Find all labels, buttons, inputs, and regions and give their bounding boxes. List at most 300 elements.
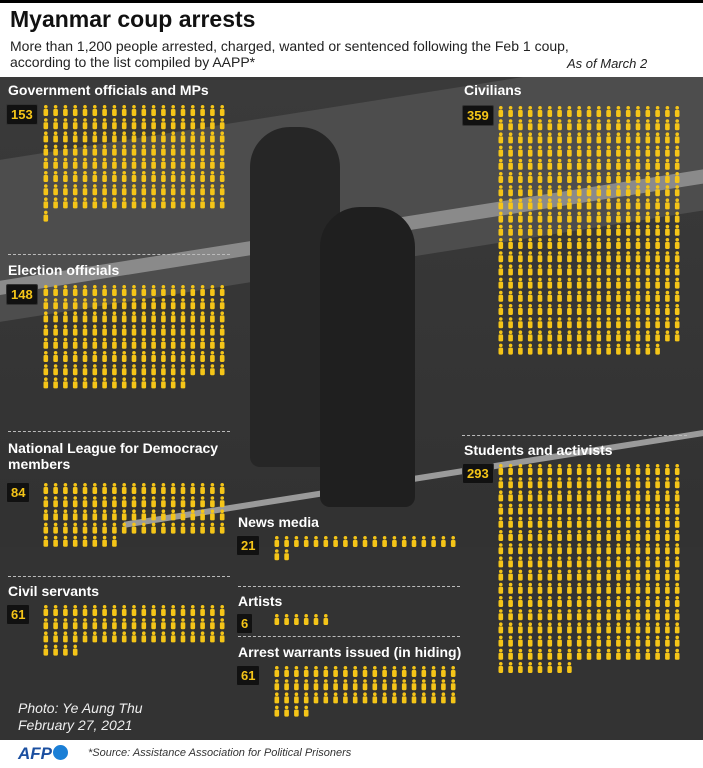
person-mark (567, 291, 572, 302)
person-mark (528, 662, 533, 673)
person-mark (567, 119, 572, 130)
separator (8, 254, 230, 255)
person-mark (557, 543, 562, 554)
person-mark (577, 636, 582, 647)
person-mark (181, 496, 186, 507)
pictogram-election (42, 284, 232, 429)
person-mark (518, 264, 523, 275)
person-mark (518, 185, 523, 196)
person-mark (548, 251, 553, 262)
person-mark (675, 146, 680, 157)
person-mark (93, 158, 98, 169)
person-mark (538, 146, 543, 157)
person-mark (557, 238, 562, 249)
person-mark (518, 212, 523, 223)
person-mark (528, 636, 533, 647)
person-mark (567, 264, 572, 275)
person-mark (508, 172, 513, 183)
person-mark (102, 131, 107, 142)
person-mark (142, 509, 147, 520)
person-mark (102, 509, 107, 520)
person-mark (528, 622, 533, 633)
person-mark (646, 636, 651, 647)
person-mark (122, 509, 127, 520)
person-mark (548, 556, 553, 567)
person-mark (112, 536, 117, 547)
person-mark (548, 119, 553, 130)
person-mark (597, 504, 602, 515)
person-mark (499, 570, 504, 581)
person-mark (220, 171, 225, 182)
person-mark (275, 614, 280, 625)
person-mark (220, 496, 225, 507)
person-mark (616, 556, 621, 567)
person-mark (151, 197, 156, 208)
person-mark (63, 645, 68, 656)
person-mark (161, 158, 166, 169)
person-mark (538, 132, 543, 143)
person-mark (294, 614, 299, 625)
person-mark (191, 351, 196, 362)
person-mark (528, 278, 533, 289)
person-mark (171, 197, 176, 208)
person-mark (548, 172, 553, 183)
person-mark (161, 311, 166, 322)
person-mark (606, 106, 611, 117)
person-mark (655, 159, 660, 170)
person-mark (675, 106, 680, 117)
person-mark (373, 536, 378, 547)
person-mark (655, 609, 660, 620)
person-mark (606, 622, 611, 633)
person-mark (171, 523, 176, 534)
person-mark (616, 649, 621, 660)
person-mark (538, 317, 543, 328)
person-mark (171, 377, 176, 388)
person-mark (44, 105, 49, 116)
person-mark (665, 477, 670, 488)
person-mark (181, 197, 186, 208)
person-mark (528, 238, 533, 249)
person-mark (675, 543, 680, 554)
person-mark (171, 483, 176, 494)
person-mark (499, 477, 504, 488)
person-mark (53, 105, 58, 116)
person-mark (577, 583, 582, 594)
person-mark (636, 490, 641, 501)
person-mark (161, 298, 166, 309)
person-mark (181, 351, 186, 362)
person-mark (626, 517, 631, 528)
person-mark (73, 325, 78, 336)
person-mark (606, 330, 611, 341)
person-mark (333, 692, 338, 703)
person-mark (528, 570, 533, 581)
person-mark (597, 530, 602, 541)
person-mark (53, 285, 58, 296)
person-mark (200, 171, 205, 182)
person-mark (646, 172, 651, 183)
category-label-civil-servants: Civil servants (8, 583, 100, 599)
person-mark (499, 172, 504, 183)
pictogram-news-media (273, 535, 463, 571)
person-mark (171, 631, 176, 642)
person-mark (122, 145, 127, 156)
person-mark (499, 504, 504, 515)
count-badge-civilians: 359 (462, 105, 494, 126)
person-mark (499, 251, 504, 262)
person-mark (102, 605, 107, 616)
person-mark (353, 679, 358, 690)
person-mark (606, 490, 611, 501)
person-mark (626, 330, 631, 341)
person-mark (132, 351, 137, 362)
person-mark (499, 278, 504, 289)
person-mark (102, 158, 107, 169)
person-mark (161, 351, 166, 362)
person-mark (587, 238, 592, 249)
person-mark (577, 278, 582, 289)
person-mark (646, 132, 651, 143)
person-mark (597, 570, 602, 581)
person-mark (587, 596, 592, 607)
person-mark (538, 106, 543, 117)
person-mark (655, 225, 660, 236)
person-mark (567, 185, 572, 196)
person-mark (518, 344, 523, 355)
person-mark (636, 291, 641, 302)
person-mark (557, 172, 562, 183)
person-mark (151, 618, 156, 629)
person-mark (606, 477, 611, 488)
person-mark (518, 278, 523, 289)
person-mark (220, 338, 225, 349)
person-mark (63, 364, 68, 375)
person-mark (304, 666, 309, 677)
person-mark (567, 504, 572, 515)
person-mark (422, 692, 427, 703)
person-mark (161, 145, 166, 156)
person-mark (557, 251, 562, 262)
person-mark (626, 622, 631, 633)
subtitle: More than 1,200 people arrested, charged, wanted or sentenced following the Feb 1 coup, according to the list compiled by AAPP* (10, 38, 569, 70)
person-mark (122, 338, 127, 349)
count-badge-election: 148 (6, 284, 38, 305)
person-mark (102, 523, 107, 534)
person-mark (616, 609, 621, 620)
person-mark (577, 570, 582, 581)
person-mark (557, 146, 562, 157)
person-mark (220, 197, 225, 208)
person-mark (220, 631, 225, 642)
person-mark (200, 197, 205, 208)
person-mark (548, 238, 553, 249)
person-mark (93, 171, 98, 182)
person-mark (499, 212, 504, 223)
person-mark (508, 662, 513, 673)
person-mark (161, 631, 166, 642)
person-mark (508, 583, 513, 594)
person-mark (210, 171, 215, 182)
person-mark (53, 536, 58, 547)
person-mark (44, 171, 49, 182)
person-mark (53, 509, 58, 520)
person-mark (665, 198, 670, 209)
person-mark (142, 118, 147, 129)
person-mark (132, 105, 137, 116)
photo-credit-date: February 27, 2021 (18, 717, 133, 733)
person-mark (44, 364, 49, 375)
person-mark (646, 251, 651, 262)
person-mark (636, 596, 641, 607)
person-mark (392, 536, 397, 547)
person-mark (646, 517, 651, 528)
person-mark (151, 145, 156, 156)
person-mark (191, 483, 196, 494)
person-mark (181, 523, 186, 534)
person-mark (132, 158, 137, 169)
person-mark (83, 509, 88, 520)
person-mark (210, 145, 215, 156)
person-mark (93, 536, 98, 547)
person-mark (200, 131, 205, 142)
person-mark (518, 198, 523, 209)
person-mark (597, 225, 602, 236)
person-mark (616, 504, 621, 515)
person-mark (499, 106, 504, 117)
person-mark (636, 622, 641, 633)
person-mark (73, 605, 78, 616)
person-mark (606, 636, 611, 647)
person-mark (655, 517, 660, 528)
person-mark (53, 496, 58, 507)
person-mark (606, 596, 611, 607)
person-mark (499, 662, 504, 673)
person-mark (528, 609, 533, 620)
person-mark (538, 543, 543, 554)
person-mark (675, 278, 680, 289)
person-mark (73, 364, 78, 375)
person-mark (636, 583, 641, 594)
person-mark (567, 596, 572, 607)
person-mark (655, 317, 660, 328)
person-mark (44, 645, 49, 656)
person-mark (191, 605, 196, 616)
person-mark (304, 679, 309, 690)
person-mark (636, 238, 641, 249)
person-mark (587, 464, 592, 475)
person-mark (83, 171, 88, 182)
person-mark (112, 158, 117, 169)
person-mark (597, 344, 602, 355)
person-mark (373, 666, 378, 677)
person-mark (102, 631, 107, 642)
person-mark (675, 225, 680, 236)
person-mark (626, 106, 631, 117)
person-mark (83, 605, 88, 616)
person-mark (675, 622, 680, 633)
person-mark (567, 198, 572, 209)
person-mark (73, 645, 78, 656)
person-mark (210, 631, 215, 642)
person-mark (587, 504, 592, 515)
person-mark (538, 649, 543, 660)
person-mark (616, 185, 621, 196)
person-mark (548, 159, 553, 170)
person-mark (567, 570, 572, 581)
person-mark (191, 298, 196, 309)
person-mark (675, 291, 680, 302)
person-mark (606, 146, 611, 157)
person-mark (93, 184, 98, 195)
person-mark (392, 679, 397, 690)
person-mark (210, 158, 215, 169)
person-mark (557, 106, 562, 117)
person-mark (112, 131, 117, 142)
person-mark (528, 490, 533, 501)
person-mark (675, 636, 680, 647)
person-mark (567, 636, 572, 647)
person-mark (528, 198, 533, 209)
person-mark (518, 517, 523, 528)
person-mark (284, 666, 289, 677)
person-mark (508, 146, 513, 157)
person-mark (518, 622, 523, 633)
person-mark (171, 605, 176, 616)
count-badge-news-media: 21 (236, 535, 260, 556)
person-mark (675, 530, 680, 541)
person-mark (181, 338, 186, 349)
person-mark (275, 706, 280, 717)
person-mark (200, 496, 205, 507)
person-mark (63, 184, 68, 195)
person-mark (314, 692, 319, 703)
person-mark (508, 225, 513, 236)
person-mark (171, 184, 176, 195)
person-mark (577, 649, 582, 660)
person-mark (53, 618, 58, 629)
person-mark (151, 631, 156, 642)
person-mark (626, 185, 631, 196)
person-mark (616, 106, 621, 117)
person-mark (528, 464, 533, 475)
separator (8, 431, 230, 432)
person-mark (151, 523, 156, 534)
separator (238, 636, 460, 637)
person-mark (284, 536, 289, 547)
person-mark (382, 666, 387, 677)
person-mark (557, 464, 562, 475)
person-mark (304, 614, 309, 625)
person-mark (73, 171, 78, 182)
person-mark (577, 159, 582, 170)
person-mark (53, 605, 58, 616)
person-mark (548, 649, 553, 660)
person-mark (587, 317, 592, 328)
person-mark (151, 364, 156, 375)
person-mark (363, 692, 368, 703)
person-mark (655, 477, 660, 488)
person-mark (161, 131, 166, 142)
person-mark (142, 364, 147, 375)
person-mark (646, 530, 651, 541)
person-mark (655, 264, 660, 275)
person-mark (606, 278, 611, 289)
person-mark (93, 311, 98, 322)
person-mark (210, 618, 215, 629)
person-mark (646, 212, 651, 223)
pictogram-students (497, 463, 687, 740)
person-mark (577, 238, 582, 249)
person-mark (275, 536, 280, 547)
person-mark (557, 649, 562, 660)
person-mark (200, 325, 205, 336)
person-mark (508, 132, 513, 143)
person-mark (112, 351, 117, 362)
person-mark (587, 344, 592, 355)
person-mark (63, 285, 68, 296)
person-mark (626, 159, 631, 170)
person-mark (200, 605, 205, 616)
person-mark (499, 490, 504, 501)
person-mark (83, 145, 88, 156)
person-mark (132, 605, 137, 616)
person-mark (112, 523, 117, 534)
person-mark (200, 618, 205, 629)
person-mark (499, 556, 504, 567)
person-mark (636, 304, 641, 315)
person-mark (441, 679, 446, 690)
person-mark (210, 197, 215, 208)
person-mark (132, 496, 137, 507)
person-mark (675, 649, 680, 660)
person-mark (606, 212, 611, 223)
person-mark (665, 570, 670, 581)
person-mark (587, 132, 592, 143)
person-mark (626, 119, 631, 130)
person-mark (587, 490, 592, 501)
person-mark (181, 509, 186, 520)
person-mark (548, 530, 553, 541)
person-mark (548, 609, 553, 620)
person-mark (210, 496, 215, 507)
person-mark (626, 464, 631, 475)
person-mark (353, 536, 358, 547)
person-mark (151, 118, 156, 129)
person-mark (557, 317, 562, 328)
person-mark (191, 184, 196, 195)
person-mark (587, 530, 592, 541)
person-mark (577, 251, 582, 262)
person-mark (132, 118, 137, 129)
person-mark (606, 172, 611, 183)
person-mark (597, 172, 602, 183)
person-mark (577, 504, 582, 515)
person-mark (646, 490, 651, 501)
person-mark (665, 464, 670, 475)
person-mark (161, 285, 166, 296)
person-mark (382, 679, 387, 690)
person-mark (518, 172, 523, 183)
person-mark (587, 649, 592, 660)
person-mark (567, 583, 572, 594)
person-mark (294, 536, 299, 547)
person-mark (616, 212, 621, 223)
person-mark (597, 264, 602, 275)
person-mark (518, 490, 523, 501)
person-mark (53, 325, 58, 336)
person-mark (294, 679, 299, 690)
